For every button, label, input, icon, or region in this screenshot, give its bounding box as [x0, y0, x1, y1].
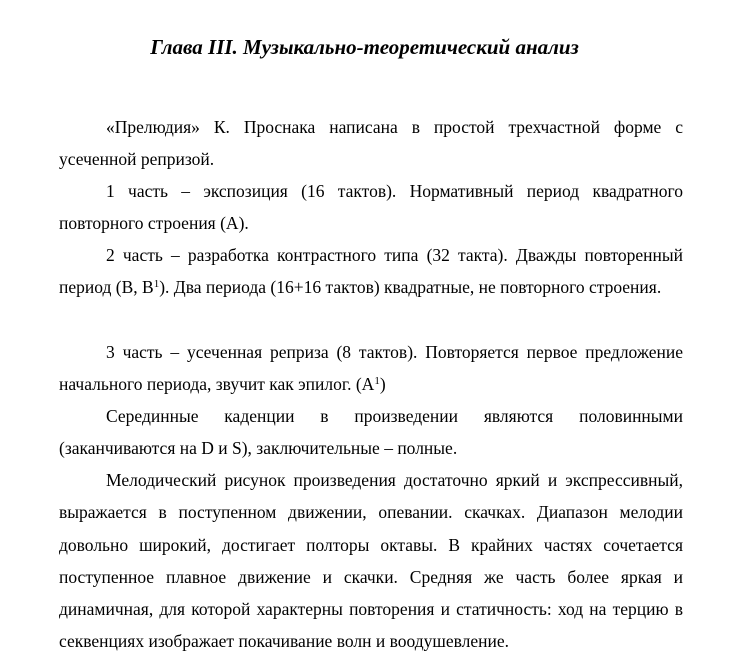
paragraph-part-3 [59, 336, 683, 401]
paragraph-part-2-text-a: 2 часть – разработка контрастного типа (32 такта). Дважды повторенный период (В, В [59, 245, 683, 298]
paragraph-melody: Мелодический рисунок произведения достаточно яркий и экспрессивный, выражается в поступенном движении, опевании. скачках. Диапазон мелодии довольно широкий, достигает полторы октавы. В крайних частях сочетается поступенное плавное движение и скачки. Средняя же часть более яркая и динамичная, для которой характерны повторения и статичность: ход на терцию в секвенциях изображает покачивание волн и воодушевление. [59, 470, 683, 652]
paragraph-part-2 [59, 239, 683, 304]
paragraph-form: «Прелюдия» К. Проснака написана в простой трехчастной форме с усеченной репризой. [59, 117, 683, 170]
paragraph-part-3-text-b: ) [379, 374, 386, 395]
paragraph-part-1: 1 часть – экспозиция (16 тактов). Нормативный период квадратного повторного строения (А). [59, 181, 683, 234]
superscript-1: 1 [153, 278, 160, 291]
paragraph-cadences: Серединные каденции в произведении являются половинными (заканчиваются на D и S), заключительные – полные. [59, 406, 683, 459]
paragraph-part-3-text-a: 3 часть – усеченная реприза (8 тактов). Повторяется первое предложение начального периода, звучит как эпилог. (А [59, 342, 683, 395]
chapter-title: Глава III. Музыкально-теоретический анализ [150, 35, 579, 59]
superscript-1: 1 [374, 375, 380, 388]
paragraph-part-2-text-b: ). Два периода (16+16 тактов) квадратные, не повторного строения. [159, 277, 662, 298]
